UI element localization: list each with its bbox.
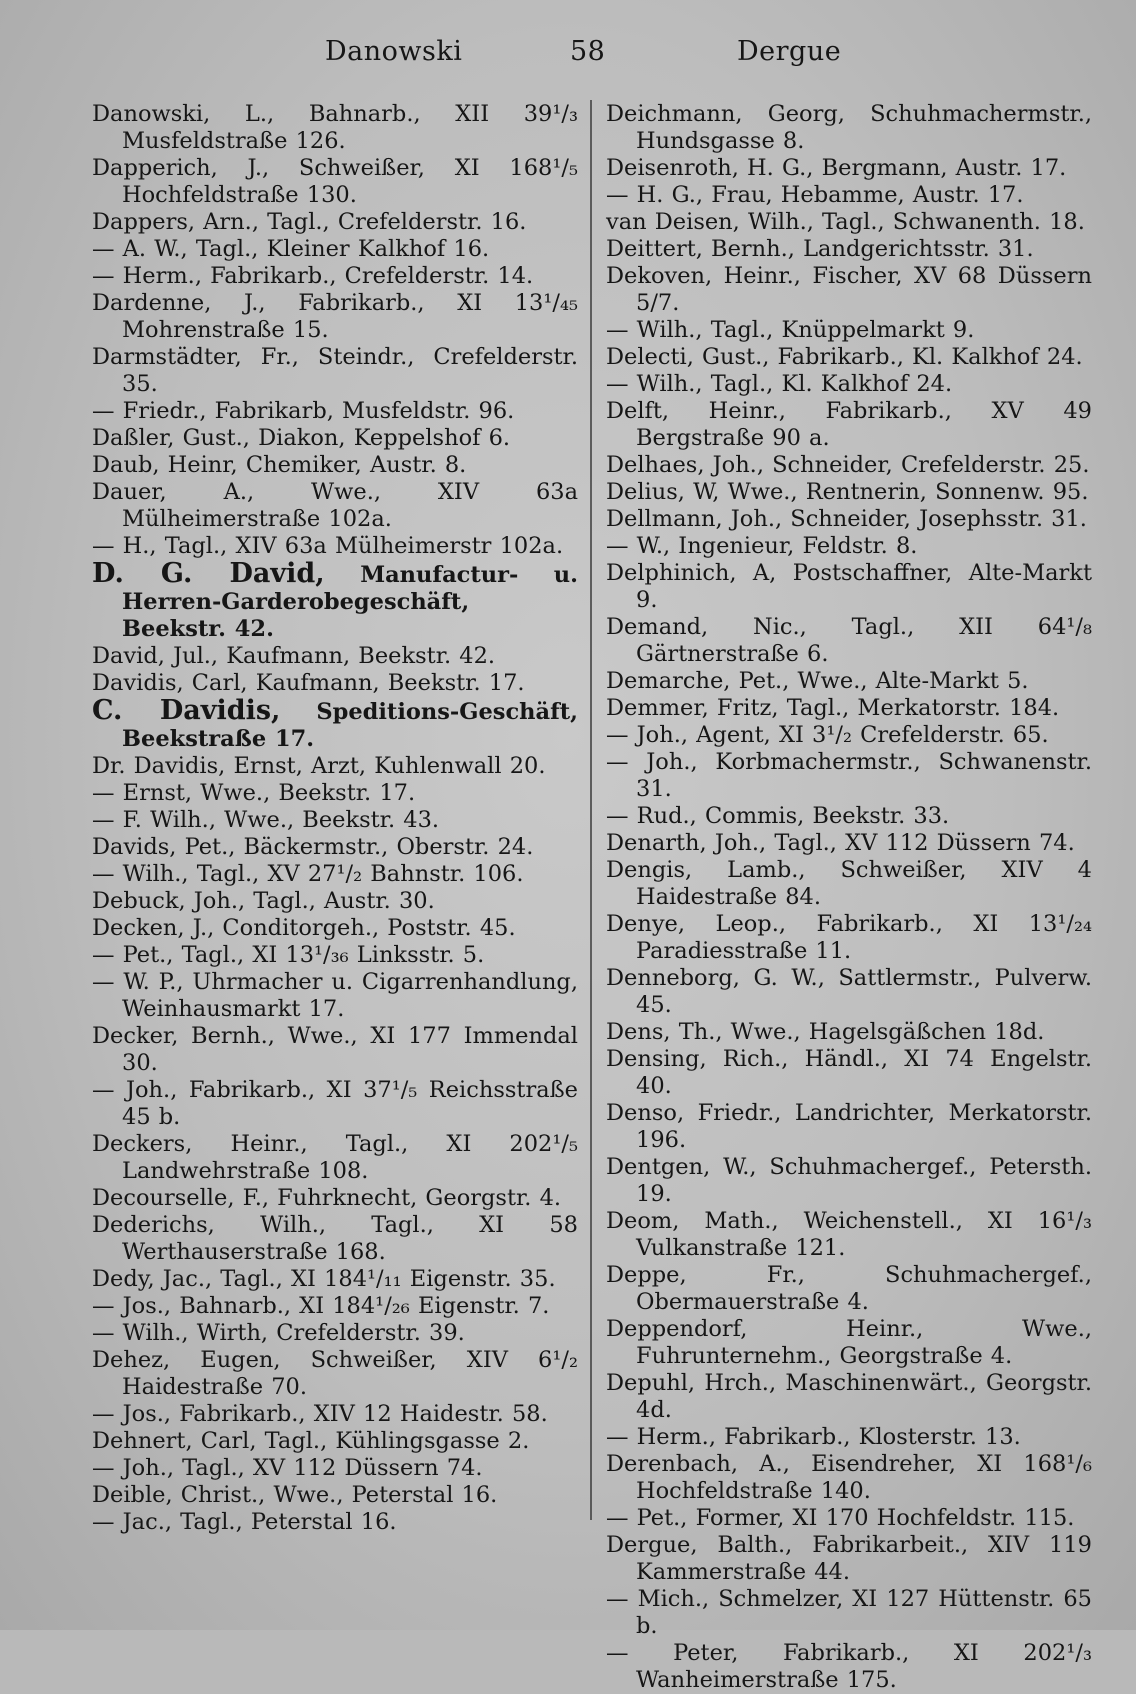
directory-entry bbox=[92, 101, 578, 155]
entry-text: — Jos., Bahnarb., XI 184¹/₂₆ Eigenstr. 7. bbox=[92, 1293, 550, 1319]
directory-entry bbox=[606, 101, 1092, 155]
entry-text: Dellmann, Joh., Schneider, Josephsstr. 31. bbox=[606, 506, 1087, 532]
entry-text: — Pet., Tagl., XI 13¹/₃₆ Linksstr. 5. bbox=[92, 942, 485, 968]
directory-entry bbox=[606, 1262, 1092, 1316]
directory-entry bbox=[92, 1347, 578, 1401]
directory-entry bbox=[92, 753, 578, 780]
entry-text: — Pet., Former, XI 170 Hochfeldstr. 115. bbox=[606, 1505, 1075, 1531]
entry-text: Delft, Heinr., Fabrikarb., XV 49 Bergstraße 90 a. bbox=[606, 398, 1092, 451]
entry-text: Deom, Math., Weichenstell., XI 16¹/₃ Vulkanstraße 121. bbox=[606, 1208, 1092, 1261]
entry-text: Dedy, Jac., Tagl., XI 184¹/₁₁ Eigenstr. 35. bbox=[92, 1266, 556, 1292]
entry-text: — Herm., Fabrikarb., Klosterstr. 13. bbox=[606, 1424, 1021, 1450]
directory-entry bbox=[606, 533, 1092, 560]
entry-text: Deittert, Bernh., Landgerichtsstr. 31. bbox=[606, 236, 1034, 262]
directory-entry bbox=[606, 1019, 1092, 1046]
directory-entry bbox=[92, 1266, 578, 1293]
directory-entry bbox=[606, 857, 1092, 911]
directory-entry bbox=[606, 344, 1092, 371]
entry-text: Dentgen, W., Schuhmachergef., Petersth. 19. bbox=[606, 1154, 1092, 1207]
entry-text: — Joh., Tagl., XV 112 Düssern 74. bbox=[92, 1455, 483, 1481]
directory-entry bbox=[92, 697, 578, 753]
directory-entry bbox=[606, 1505, 1092, 1532]
directory-entry bbox=[92, 1428, 578, 1455]
entry-text: — F. Wilh., Wwe., Beekstr. 43. bbox=[92, 807, 440, 833]
directory-entry bbox=[606, 236, 1092, 263]
entry-text: — Joh., Korbmachermstr., Schwanenstr. 31. bbox=[606, 749, 1092, 802]
entry-text: van Deisen, Wilh., Tagl., Schwanenth. 18. bbox=[606, 209, 1085, 235]
directory-entry bbox=[92, 479, 578, 533]
entry-text: — Joh., Fabrikarb., XI 37¹/₅ Reichsstraße 45 b. bbox=[92, 1077, 578, 1130]
directory-entry bbox=[606, 695, 1092, 722]
entry-text: — Herm., Fabrikarb., Crefelderstr. 14. bbox=[92, 263, 534, 289]
directory-entry bbox=[606, 1316, 1092, 1370]
entry-text: Dappers, Arn., Tagl., Crefelderstr. 16. bbox=[92, 209, 527, 235]
column-divider bbox=[590, 100, 592, 1520]
entry-text: — Wilh., Tagl., Kl. Kalkhof 24. bbox=[606, 371, 953, 397]
entry-text: Decker, Bernh., Wwe., XI 177 Immendal 30. bbox=[92, 1023, 578, 1076]
directory-entry bbox=[606, 803, 1092, 830]
entry-text: Dr. Davidis, Ernst, Arzt, Kuhlenwall 20. bbox=[92, 753, 546, 779]
directory-entry bbox=[606, 1208, 1092, 1262]
page-header bbox=[0, 28, 1136, 78]
directory-entry bbox=[92, 1401, 578, 1428]
directory-entry bbox=[606, 1424, 1092, 1451]
directory-entry bbox=[92, 209, 578, 236]
entry-text: Denarth, Joh., Tagl., XV 112 Düssern 74. bbox=[606, 830, 1075, 856]
directory-entry bbox=[92, 263, 578, 290]
directory-entry bbox=[92, 155, 578, 209]
directory-entry bbox=[92, 533, 578, 560]
entry-text: — W., Ingenieur, Feldstr. 8. bbox=[606, 533, 918, 559]
directory-entry bbox=[92, 1212, 578, 1266]
directory-entry bbox=[606, 452, 1092, 479]
entry-text: — Mich., Schmelzer, XI 127 Hüttenstr. 65 b. bbox=[606, 1586, 1092, 1639]
directory-entry bbox=[606, 560, 1092, 614]
directory-entry bbox=[92, 1077, 578, 1131]
entry-text: Manufactur- u. Herren-Garderobegeschäft, Beekstr. 42. bbox=[122, 562, 579, 642]
entry-text: Denso, Friedr., Landrichter, Merkatorstr. 196. bbox=[606, 1100, 1092, 1153]
directory-entry bbox=[606, 830, 1092, 857]
entry-text: — Jac., Tagl., Peterstal 16. bbox=[92, 1509, 397, 1535]
directory-entry bbox=[606, 182, 1092, 209]
directory-entry bbox=[92, 1320, 578, 1347]
directory-entry bbox=[606, 1370, 1092, 1424]
entry-text: Dapperich, J., Schweißer, XI 168¹/₅ Hochfeldstraße 130. bbox=[92, 155, 578, 208]
directory-entry bbox=[92, 1131, 578, 1185]
directory-entry bbox=[92, 643, 578, 670]
entry-text: Dederichs, Wilh., Tagl., XI 58 Werthauserstraße 168. bbox=[92, 1212, 578, 1265]
entry-text: Decken, J., Conditorgeh., Poststr. 45. bbox=[92, 915, 516, 941]
entry-text: Delhaes, Joh., Schneider, Crefelderstr. 25. bbox=[606, 452, 1090, 478]
entry-text: — Joh., Agent, XI 3¹/₂ Crefelderstr. 65. bbox=[606, 722, 1049, 748]
directory-entry bbox=[92, 1185, 578, 1212]
directory-entry bbox=[92, 915, 578, 942]
directory-entry bbox=[606, 614, 1092, 668]
entry-text: — A. W., Tagl., Kleiner Kalkhof 16. bbox=[92, 236, 490, 262]
directory-entry bbox=[92, 969, 578, 1023]
entry-text: Dehez, Eugen, Schweißer, XIV 6¹/₂ Haidestraße 70. bbox=[92, 1347, 578, 1400]
directory-entry bbox=[606, 965, 1092, 1019]
entry-text: David, Jul., Kaufmann, Beekstr. 42. bbox=[92, 643, 496, 669]
directory-entry bbox=[92, 236, 578, 263]
entry-text: Deible, Christ., Wwe., Peterstal 16. bbox=[92, 1482, 498, 1508]
entry-text: — Rud., Commis, Beekstr. 33. bbox=[606, 803, 950, 829]
entry-text: — W. P., Uhrmacher u. Cigarrenhandlung, Weinhausmarkt 17. bbox=[92, 969, 578, 1022]
entry-text: Demmer, Fritz, Tagl., Merkatorstr. 184. bbox=[606, 695, 1060, 721]
entry-text: Derenbach, A., Eisendreher, XI 168¹/₆ Hochfeldstraße 140. bbox=[606, 1451, 1092, 1504]
entry-text: — H., Tagl., XIV 63a Mülheimerstr 102a. bbox=[92, 533, 564, 559]
directory-entry bbox=[92, 780, 578, 807]
entry-text: Deppe, Fr., Schuhmachergef., Obermauerstraße 4. bbox=[606, 1262, 1092, 1315]
entry-text: Deppendorf, Heinr., Wwe., Fuhrunternehm., Georgstraße 4. bbox=[606, 1316, 1092, 1369]
directory-entry bbox=[606, 1586, 1092, 1640]
entry-text: Davidis, Carl, Kaufmann, Beekstr. 17. bbox=[92, 670, 525, 696]
directory-entry bbox=[606, 1154, 1092, 1208]
entry-text: — Wilh., Tagl., XV 27¹/₂ Bahnstr. 106. bbox=[92, 861, 524, 887]
directory-entry bbox=[606, 749, 1092, 803]
directory-entry bbox=[92, 888, 578, 915]
directory-entry bbox=[606, 1100, 1092, 1154]
directory-entry bbox=[606, 1451, 1092, 1505]
entry-text: Dergue, Balth., Fabrikarbeit., XIV 119 Kammerstraße 44. bbox=[606, 1532, 1092, 1585]
entry-text: Deckers, Heinr., Tagl., XI 202¹/₅ Landwehrstraße 108. bbox=[92, 1131, 578, 1184]
directory-entry bbox=[92, 670, 578, 697]
right-column bbox=[606, 101, 1092, 1694]
entry-text: Denye, Leop., Fabrikarb., XI 13¹/₂₄ Paradiesstraße 11. bbox=[606, 911, 1092, 964]
directory-entry bbox=[92, 861, 578, 888]
directory-entry bbox=[92, 425, 578, 452]
directory-entry bbox=[92, 452, 578, 479]
directory-entry bbox=[606, 506, 1092, 533]
entry-text: Dens, Th., Wwe., Hagelsgäßchen 18d. bbox=[606, 1019, 1045, 1045]
entry-text: Darmstädter, Fr., Steindr., Crefelderstr. 35. bbox=[92, 344, 578, 397]
entry-text: Demarche, Pet., Wwe., Alte-Markt 5. bbox=[606, 668, 1029, 694]
directory-entry bbox=[606, 209, 1092, 236]
directory-entry bbox=[606, 1532, 1092, 1586]
entry-text: Dengis, Lamb., Schweißer, XIV 4 Haidestraße 84. bbox=[606, 857, 1092, 910]
entry-text: Demand, Nic., Tagl., XII 64¹/₈ Gärtnerstraße 6. bbox=[606, 614, 1092, 667]
directory-entry bbox=[606, 398, 1092, 452]
entry-text: Dardenne, J., Fabrikarb., XI 13¹/₄₅ Mohrenstraße 15. bbox=[92, 290, 578, 343]
directory-entry bbox=[606, 371, 1092, 398]
entry-text: Dauer, A., Wwe., XIV 63a Mülheimerstraße 102a. bbox=[92, 479, 578, 532]
directory-entry bbox=[606, 911, 1092, 965]
entry-text: Deisenroth, H. G., Bergmann, Austr. 17. bbox=[606, 155, 1067, 181]
entry-text: Denneborg, G. W., Sattlermstr., Pulverw. 45. bbox=[606, 965, 1092, 1018]
entry-text: Deichmann, Georg, Schuhmachermstr., Hundsgasse 8. bbox=[606, 101, 1092, 154]
entry-text: Decourselle, F., Fuhrknecht, Georgstr. 4. bbox=[92, 1185, 562, 1211]
directory-entry bbox=[606, 722, 1092, 749]
entry-text: Debuck, Joh., Tagl., Austr. 30. bbox=[92, 888, 435, 914]
entry-text: Davids, Pet., Bäckermstr., Oberstr. 24. bbox=[92, 834, 534, 860]
directory-entry bbox=[606, 263, 1092, 317]
directory-entry bbox=[92, 1482, 578, 1509]
entry-text: — Ernst, Wwe., Beekstr. 17. bbox=[92, 780, 416, 806]
entry-text: Danowski, L., Bahnarb., XII 39¹/₃ Musfeldstraße 126. bbox=[92, 101, 578, 154]
directory-entry bbox=[92, 560, 578, 643]
entry-text: Delecti, Gust., Fabrikarb., Kl. Kalkhof 24. bbox=[606, 344, 1083, 370]
entry-text: — Jos., Fabrikarb., XIV 12 Haidestr. 58. bbox=[92, 1401, 548, 1427]
business-name: C. Davidis, bbox=[92, 695, 281, 726]
directory-entry bbox=[92, 942, 578, 969]
entry-text: Speditions-Geschäft, Beekstraße 17. bbox=[122, 699, 578, 752]
entry-text: Dekoven, Heinr., Fischer, XV 68 Düssern 5/7. bbox=[606, 263, 1092, 316]
entry-text: — Friedr., Fabrikarb, Musfeldstr. 96. bbox=[92, 398, 515, 424]
directory-entry bbox=[606, 317, 1092, 344]
directory-entry bbox=[606, 155, 1092, 182]
directory-entry bbox=[92, 834, 578, 861]
entry-text: — Wilh., Wirth, Crefelderstr. 39. bbox=[92, 1320, 465, 1346]
directory-entry bbox=[92, 807, 578, 834]
header-last-entry: Dergue bbox=[737, 36, 842, 67]
directory-entry bbox=[92, 1509, 578, 1536]
entry-text: Daßler, Gust., Diakon, Keppelshof 6. bbox=[92, 425, 511, 451]
header-first-entry: Danowski bbox=[325, 36, 463, 67]
entry-text: Depuhl, Hrch., Maschinenwärt., Georgstr. 4d. bbox=[606, 1370, 1092, 1423]
entry-text: Delphinich, A, Postschaffner, Alte-Markt 9. bbox=[606, 560, 1092, 613]
entry-text: — Peter, Fabrikarb., XI 202¹/₃ Wanheimerstraße 175. bbox=[606, 1640, 1092, 1693]
business-name: D. G. David, bbox=[92, 558, 325, 589]
directory-entry bbox=[92, 1023, 578, 1077]
entry-text: Dehnert, Carl, Tagl., Kühlingsgasse 2. bbox=[92, 1428, 530, 1454]
directory-entry bbox=[606, 668, 1092, 695]
entry-text: Daub, Heinr, Chemiker, Austr. 8. bbox=[92, 452, 467, 478]
directory-entry bbox=[92, 1293, 578, 1320]
entry-text: — Wilh., Tagl., Knüppelmarkt 9. bbox=[606, 317, 975, 343]
page-number: 58 bbox=[570, 36, 606, 67]
directory-entry bbox=[92, 398, 578, 425]
directory-entry bbox=[606, 1640, 1092, 1694]
directory-entry bbox=[606, 1046, 1092, 1100]
entry-text: Densing, Rich., Händl., XI 74 Engelstr. 40. bbox=[606, 1046, 1092, 1099]
directory-entry bbox=[606, 479, 1092, 506]
directory-entry bbox=[92, 344, 578, 398]
directory-entry bbox=[92, 290, 578, 344]
entry-text: Delius, W, Wwe., Rentnerin, Sonnenw. 95. bbox=[606, 479, 1089, 505]
entry-text: — H. G., Frau, Hebamme, Austr. 17. bbox=[606, 182, 1024, 208]
directory-entry bbox=[92, 1455, 578, 1482]
left-column bbox=[92, 101, 578, 1536]
